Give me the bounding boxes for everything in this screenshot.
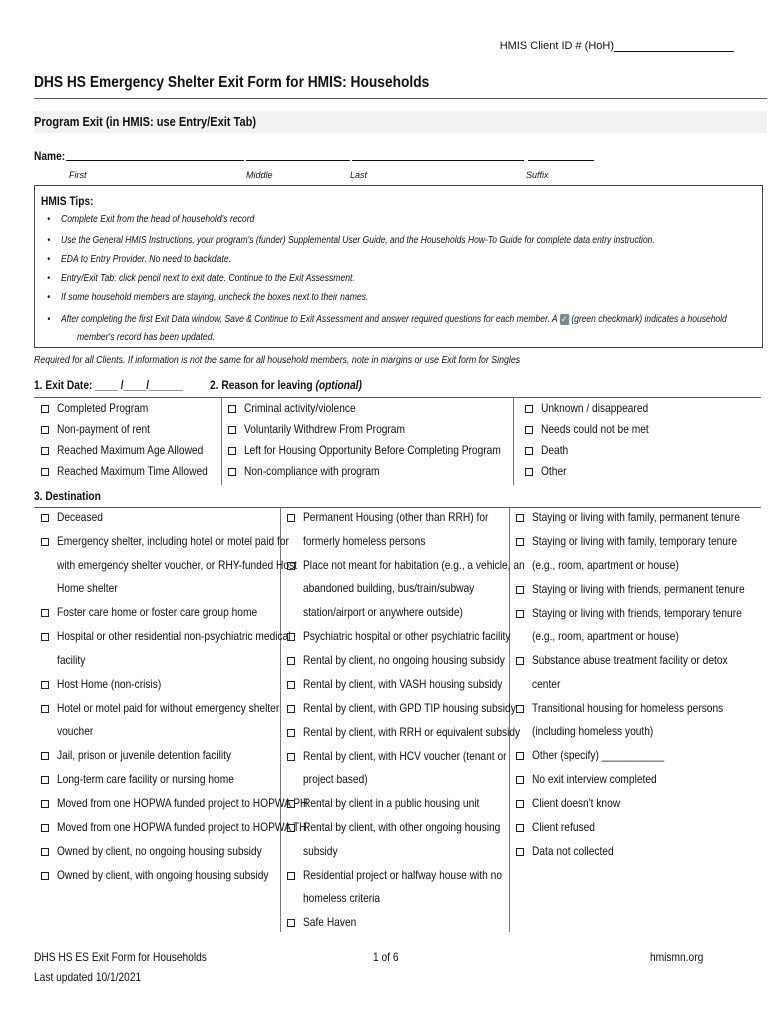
- destination-option-label: Client refused: [532, 820, 595, 834]
- destination-option-label: Staying or living with family, permanent tenure: [532, 510, 740, 524]
- reason-option-checkbox[interactable]: [41, 405, 49, 413]
- destination-option-label: No exit interview completed: [532, 772, 657, 786]
- destination-option-checkbox[interactable]: [41, 705, 49, 713]
- reason-option-label: Voluntarily Withdrew From Program: [244, 422, 405, 436]
- destination-option-label: Hotel or motel paid for without emergency shelter: [57, 700, 280, 715]
- destination-option-label: Emergency shelter, including hotel or motel paid for: [57, 534, 289, 548]
- section-title: Program Exit (in HMIS: use Entry/Exit Tab): [34, 114, 257, 129]
- destination-option-checkbox[interactable]: [41, 800, 49, 808]
- destination-option-checkbox[interactable]: [516, 776, 524, 784]
- destination-option-label-continued: abandoned building, bus/train/subway: [303, 581, 475, 595]
- column-divider: [513, 397, 514, 485]
- destination-option-checkbox[interactable]: [516, 610, 524, 618]
- destination-option-label-continued: station/airport or anywhere outside): [303, 604, 463, 619]
- destination-option-label: Staying or living with friends, temporary tenure: [532, 605, 742, 620]
- bullet-icon: •: [47, 214, 51, 225]
- destination-option-checkbox[interactable]: [287, 919, 295, 927]
- client-id-label: HMIS Client ID # (HoH): [499, 40, 614, 52]
- reason-option-label: Needs could not be met: [541, 422, 649, 436]
- destination-option-checkbox[interactable]: [41, 609, 49, 617]
- destination-option-checkbox[interactable]: [287, 633, 295, 641]
- destination-option-label: Permanent Housing (other than RRH) for: [303, 510, 489, 524]
- destination-option-label-continued: subsidy: [303, 843, 338, 858]
- destination-option-checkbox[interactable]: [516, 848, 524, 856]
- reason-option-checkbox[interactable]: [525, 405, 533, 413]
- destination-option-label: Long-term care facility or nursing home: [57, 772, 234, 786]
- destination-option-checkbox[interactable]: [287, 753, 295, 761]
- green-checkmark-icon: ✓: [561, 314, 568, 324]
- destination-option-checkbox[interactable]: [516, 705, 524, 713]
- destination-option-checkbox[interactable]: [516, 752, 524, 760]
- reason-option-checkbox[interactable]: [525, 447, 533, 455]
- destination-option-label: Rental by client, with GPD TIP housing subsidy: [303, 700, 516, 715]
- required-note: Required for all Clients. If information is not the same for all household members, note in margins or use Exit form for Singles: [34, 355, 521, 366]
- reason-option-label: Other: [541, 464, 567, 478]
- destination-divider: [34, 507, 761, 508]
- destination-option-label: Rental by client, no ongoing housing subsidy: [303, 652, 505, 667]
- destination-option-checkbox[interactable]: [41, 848, 49, 856]
- first-name-blank[interactable]: [66, 160, 244, 161]
- destination-option-label: Owned by client, with ongoing housing subsidy: [57, 868, 269, 882]
- footer-page-number: 1 of 6: [373, 950, 399, 964]
- destination-option-checkbox[interactable]: [287, 872, 295, 880]
- reason-option-checkbox[interactable]: [41, 468, 49, 476]
- destination-question: 3. Destination: [34, 489, 101, 503]
- tip-item: • EDA to Entry Provider. No need to backdate.: [47, 254, 232, 265]
- tip-item: • Use the General HMIS Instructions, your program's (funder) Supplemental User Guide, and the Households How-To Guide for complete data entry instruction.: [47, 235, 655, 246]
- form-title: DHS HS Emergency Shelter Exit Form for HMIS: Households: [34, 74, 430, 91]
- reason-divider: [34, 397, 761, 398]
- destination-option-label: Staying or living with family, temporary tenure: [532, 534, 738, 548]
- exit-date-blank[interactable]: ____ /____/______: [95, 378, 184, 392]
- bullet-icon: •: [47, 314, 51, 325]
- client-id-blank[interactable]: [614, 40, 734, 52]
- suffix-caption: Suffix: [526, 170, 549, 180]
- bullet-icon: •: [47, 235, 51, 246]
- name-label: Name:: [34, 149, 66, 163]
- reason-option-label: Reached Maximum Age Allowed: [57, 443, 204, 457]
- reason-option-label: Unknown / disappeared: [541, 401, 649, 415]
- destination-option-checkbox[interactable]: [41, 776, 49, 784]
- destination-option-label: Foster care home or foster care group home: [57, 605, 258, 619]
- destination-option-checkbox[interactable]: [41, 514, 49, 522]
- bullet-icon: •: [47, 273, 51, 284]
- destination-option-checkbox[interactable]: [516, 586, 524, 594]
- reason-option-label: Reached Maximum Time Allowed: [57, 464, 208, 478]
- tip-item: • Complete Exit from the head of household's record: [47, 214, 255, 225]
- destination-option-label-continued: with emergency shelter voucher, or RHY-funded Host: [57, 557, 298, 572]
- destination-option-checkbox[interactable]: [41, 633, 49, 641]
- reason-option-checkbox[interactable]: [525, 468, 533, 476]
- destination-option-checkbox[interactable]: [516, 657, 524, 665]
- exit-date-question[interactable]: 1. Exit Date: ____ /____/______: [34, 378, 184, 392]
- tip-continuation: member's record has been updated.: [77, 332, 215, 343]
- column-divider: [221, 397, 222, 485]
- footer-site: hmismn.org: [650, 950, 704, 964]
- destination-option-label-continued: Home shelter: [57, 581, 118, 595]
- reason-option-checkbox[interactable]: [228, 447, 236, 455]
- tip-item: • Entry/Exit Tab: click pencil next to exit date. Continue to the Exit Assessment.: [47, 273, 355, 284]
- destination-option-checkbox[interactable]: [516, 514, 524, 522]
- hmis-tips-box: [34, 185, 763, 348]
- reason-option-label: Left for Housing Opportunity Before Completing Program: [244, 443, 501, 457]
- title-divider: [34, 98, 767, 99]
- reason-question: 2. Reason for leaving (optional): [210, 378, 362, 392]
- destination-option-label-continued: homeless criteria: [303, 891, 381, 905]
- destination-option-checkbox[interactable]: [516, 800, 524, 808]
- destination-option-label-continued: project based): [303, 772, 368, 786]
- destination-option-label: Moved from one HOPWA funded project to HOPWA PH: [57, 796, 308, 810]
- reason-option-checkbox[interactable]: [228, 426, 236, 434]
- reason-option-checkbox[interactable]: [228, 405, 236, 413]
- destination-option-label: Rental by client, with VASH housing subsidy: [303, 676, 503, 691]
- destination-option-checkbox[interactable]: [287, 824, 295, 832]
- destination-option-label: Safe Haven: [303, 915, 357, 929]
- footer-updated: Last updated 10/1/2021: [34, 970, 142, 984]
- reason-option-label: Death: [541, 443, 569, 457]
- reason-option-checkbox[interactable]: [41, 426, 49, 434]
- destination-option-label-continued: center: [532, 676, 561, 691]
- first-caption: First: [69, 170, 87, 180]
- destination-option-label: Psychiatric hospital or other psychiatric facility: [303, 628, 511, 643]
- destination-option-checkbox[interactable]: [516, 538, 524, 546]
- destination-option-label: Substance abuse treatment facility or detox: [532, 653, 728, 667]
- destination-option-label: Place not meant for habitation (e.g., a vehicle, an: [303, 557, 525, 572]
- destination-option-label: Transitional housing for homeless persons: [532, 700, 724, 715]
- middle-name-blank[interactable]: [246, 160, 350, 161]
- destination-option-label: Staying or living with friends, permanent tenure: [532, 581, 745, 596]
- last-caption: Last: [350, 170, 368, 180]
- bullet-icon: •: [47, 292, 51, 303]
- middle-caption: Middle: [246, 170, 273, 180]
- tip-item: • If some household members are staying, uncheck the boxes next to their names.: [47, 292, 369, 303]
- reason-option-checkbox[interactable]: [41, 447, 49, 455]
- client-id-field[interactable]: [500, 40, 734, 52]
- destination-option-checkbox[interactable]: [41, 872, 49, 880]
- destination-option-label-continued: (e.g., room, apartment or house): [532, 629, 679, 643]
- destination-option-checkbox[interactable]: [41, 752, 49, 760]
- destination-option-checkbox[interactable]: [287, 657, 295, 665]
- destination-option-checkbox[interactable]: [516, 824, 524, 832]
- destination-option-label: Rental by client in a public housing unit: [303, 796, 480, 810]
- destination-option-checkbox[interactable]: [287, 800, 295, 808]
- destination-option-label: Rental by client, with other ongoing housing: [303, 820, 501, 834]
- suffix-blank[interactable]: [528, 160, 594, 161]
- destination-option-label: Hospital or other residential non-psychiatric medical: [57, 629, 291, 643]
- tip-item: • After completing the first Exit Data window, Save & Continue to Exit Assessment and answer required questions for each member. A ✓ (green checkmark) indicates a household: [47, 314, 727, 326]
- destination-option-label: Moved from one HOPWA funded project to HOPWA TH: [57, 820, 307, 834]
- reason-option-label: Non-payment of rent: [57, 422, 150, 436]
- destination-option-checkbox[interactable]: [41, 681, 49, 689]
- destination-option-label-continued: (including homeless youth): [532, 724, 654, 738]
- footer-form-name: DHS HS ES Exit Form for Households: [34, 950, 207, 964]
- destination-option-label-continued: formerly homeless persons: [303, 533, 426, 548]
- destination-option-label: Other (specify) ___________: [532, 748, 665, 762]
- reason-option-label: Completed Program: [57, 401, 149, 415]
- destination-option-checkbox[interactable]: [287, 705, 295, 713]
- destination-option-label: Jail, prison or juvenile detention facility: [57, 748, 232, 762]
- destination-option-checkbox[interactable]: [287, 681, 295, 689]
- destination-option-checkbox[interactable]: [287, 514, 295, 522]
- destination-option-label-continued: voucher: [57, 724, 94, 738]
- destination-option-checkbox[interactable]: [287, 562, 295, 570]
- destination-option-label: Rental by client, with RRH or equivalent subsidy: [303, 724, 521, 739]
- destination-option-label: Data not collected: [532, 844, 614, 858]
- program-exit-section: [34, 111, 767, 133]
- destination-option-checkbox[interactable]: [41, 824, 49, 832]
- reason-option-checkbox[interactable]: [525, 426, 533, 434]
- destination-option-label: Owned by client, no ongoing housing subsidy: [57, 844, 262, 858]
- bullet-icon: •: [47, 254, 51, 265]
- destination-option-label: Rental by client, with HCV voucher (tenant or: [303, 748, 507, 763]
- destination-option-label: Residential project or halfway house with no: [303, 867, 503, 882]
- destination-option-label: Deceased: [57, 510, 103, 524]
- tips-title: HMIS Tips:: [41, 194, 94, 208]
- last-name-blank[interactable]: [352, 160, 524, 161]
- destination-option-label: Host Home (non-crisis): [57, 676, 162, 691]
- reason-option-checkbox[interactable]: [228, 468, 236, 476]
- destination-option-checkbox[interactable]: [287, 729, 295, 737]
- destination-option-checkbox[interactable]: [41, 538, 49, 546]
- destination-option-label-continued: (e.g., room, apartment or house): [532, 557, 679, 572]
- reason-option-label: Non-compliance with program: [244, 464, 380, 478]
- destination-option-label: Client doesn't know: [532, 796, 621, 810]
- reason-option-label: Criminal activity/violence: [244, 401, 356, 415]
- destination-option-label-continued: facility: [57, 652, 86, 667]
